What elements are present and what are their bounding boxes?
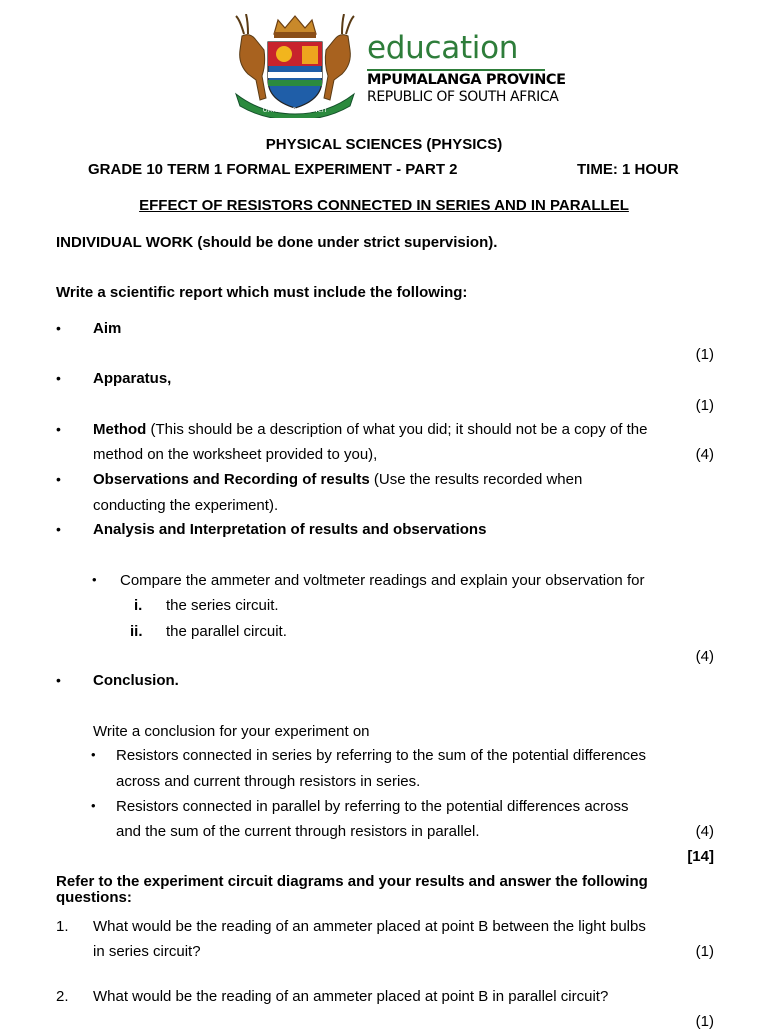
sub-ii-text: the parallel circuit. bbox=[166, 623, 287, 640]
main-title: EFFECT OF RESISTORS CONNECTED IN SERIES AND IN PARALLEL bbox=[139, 197, 629, 214]
individual-work-note: INDIVIDUAL WORK (should be done under strict supervision). bbox=[56, 234, 498, 251]
refer-instruction-line2: questions: bbox=[56, 889, 132, 906]
question-text: What would be the reading of an ammeter placed at point B between the light bulbs bbox=[93, 918, 646, 935]
item-method bbox=[93, 421, 647, 438]
method-label: Method bbox=[93, 421, 147, 438]
bullet-icon: • bbox=[56, 370, 61, 386]
sub-bullet-icon: • bbox=[92, 572, 97, 587]
item-conclusion: Conclusion. bbox=[93, 672, 179, 689]
logo-motto: OMNIA LABOR VINCIT bbox=[262, 107, 328, 114]
bullet-icon: • bbox=[56, 672, 61, 688]
time-label: TIME: 1 HOUR bbox=[577, 161, 679, 178]
total-marks: [14] bbox=[687, 848, 714, 865]
conclusion-parallel-line2: and the sum of the current through resistors in parallel. bbox=[116, 823, 480, 840]
conclusion-intro: Write a conclusion for your experiment on bbox=[93, 723, 370, 740]
coat-of-arms-icon bbox=[222, 14, 368, 118]
experiment-title: GRADE 10 TERM 1 FORMAL EXPERIMENT - PART 2 bbox=[88, 161, 458, 178]
question-mark: (1) bbox=[695, 1013, 714, 1030]
conclusion-parallel-line1: Resistors connected in parallel by referring to the potential differences across bbox=[116, 798, 629, 815]
report-instruction: Write a scientific report which must include the following: bbox=[56, 284, 468, 301]
item-analysis: Analysis and Interpretation of results and observations bbox=[93, 521, 487, 538]
logo-divider bbox=[367, 69, 545, 71]
observations-text: (Use the results recorded when bbox=[369, 471, 583, 488]
bullet-icon: • bbox=[56, 320, 61, 336]
method-text-line2: method on the worksheet provided to you), bbox=[93, 446, 378, 463]
question-number: 2. bbox=[56, 988, 69, 1005]
question-mark: (1) bbox=[695, 943, 714, 960]
question-number: 1. bbox=[56, 918, 69, 935]
item-apparatus: Apparatus, bbox=[93, 370, 172, 387]
sub-ii-label: ii. bbox=[130, 623, 143, 640]
subject-heading: PHYSICAL SCIENCES (PHYSICS) bbox=[265, 136, 503, 153]
sub-bullet-icon: • bbox=[91, 798, 96, 813]
sub-i-text: the series circuit. bbox=[166, 597, 279, 614]
mark-aim: (1) bbox=[695, 346, 714, 363]
logo-province: MPUMALANGA PROVINCE bbox=[367, 72, 566, 88]
mark-apparatus: (1) bbox=[695, 397, 714, 414]
sub-i-label: i. bbox=[134, 597, 143, 614]
mark-conclusion: (4) bbox=[695, 823, 714, 840]
conclusion-series-line2: across and current through resistors in series. bbox=[116, 773, 421, 790]
question-text: What would be the reading of an ammeter placed at point B in parallel circuit? bbox=[93, 988, 609, 1005]
item-observations bbox=[93, 471, 582, 488]
bullet-icon: • bbox=[56, 471, 61, 487]
observations-text-line2: conducting the experiment). bbox=[93, 497, 279, 514]
mark-analysis: (4) bbox=[695, 648, 714, 665]
refer-instruction-line1: Refer to the experiment circuit diagrams and your results and answer the following bbox=[56, 873, 648, 890]
bullet-icon: • bbox=[56, 521, 61, 537]
sub-bullet-icon: • bbox=[91, 747, 96, 762]
question-text-line2: in series circuit? bbox=[93, 943, 201, 960]
method-text: (This should be a description of what you did; it should not be a copy of the bbox=[146, 421, 648, 438]
observations-label: Observations and Recording of results bbox=[93, 471, 370, 488]
mark-method: (4) bbox=[695, 446, 714, 463]
header-logo bbox=[222, 14, 566, 118]
logo-education-word: education bbox=[367, 30, 519, 66]
item-aim: Aim bbox=[93, 320, 122, 337]
conclusion-series-line1: Resistors connected in series by referring to the sum of the potential differences bbox=[116, 747, 647, 764]
compare-instruction: Compare the ammeter and voltmeter readings and explain your observation for bbox=[120, 572, 645, 589]
bullet-icon: • bbox=[56, 421, 61, 437]
logo-republic: REPUBLIC OF SOUTH AFRICA bbox=[367, 89, 559, 105]
